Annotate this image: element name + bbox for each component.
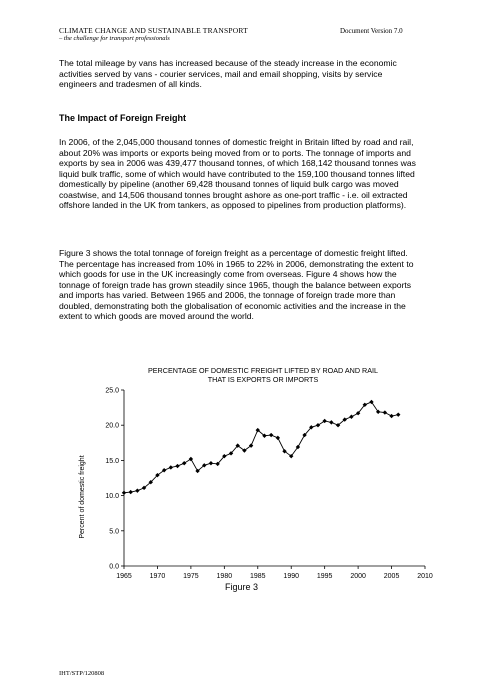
x-tick-label: 1965 (116, 573, 132, 580)
x-tick-label: 1980 (216, 573, 233, 580)
x-tick-label: 1970 (149, 573, 166, 580)
data-point (175, 464, 179, 468)
data-point (269, 433, 273, 437)
x-ticks (116, 566, 433, 580)
y-tick-label: 0.0 (109, 563, 119, 571)
data-point (276, 436, 280, 440)
x-tick-label: 1995 (316, 573, 333, 580)
y-tick-label: 10.0 (105, 493, 119, 501)
x-tick-label: 2000 (350, 573, 366, 580)
paragraph-figure-description: Figure 3 shows the total tonnage of foreign freight as a percentage of domestic freight lifted. The percentage has increased from 10% in 1965 to 22% in 2006, demonstrating the extent to which goods for use in the UK increasingly come from overseas. Figure 4 shows how the tonnage of foreign trade has grown steadily since 1965, though the balance between exports and imports has varied. Between 1965 and 2006, the tonnage of foreign trade more than doubled, demonstrating both the globalisation of economic activities and the increase in the extent to which goods are moved around the world. (59, 248, 414, 322)
data-point (182, 461, 186, 465)
header-title: CLIMATE CHANGE AND SUSTAINABLE TRANSPORT (59, 26, 248, 35)
data-point (329, 420, 333, 424)
data-point (189, 457, 193, 461)
x-tick-label: 1990 (283, 573, 300, 580)
footer-code: IHT/STP/120808 (59, 670, 105, 677)
chart-title-line-1: PERCENTAGE OF DOMESTIC FREIGHT LIFTED BY ROAD AND RAIL (147, 366, 379, 375)
data-point (128, 490, 132, 494)
freight-chart (70, 360, 442, 600)
data-point (389, 414, 393, 418)
paragraph-van-mileage: The total mileage by vans has increased because of the steady increase in the economic activities served by vans - courier services, mail and email shopping, visits by service engineers and tradesmen of all kinds. (59, 58, 397, 90)
data-point (209, 461, 213, 465)
y-axis-label: Percent of domestic freight (79, 455, 86, 539)
y-tick-label: 25.0 (105, 387, 119, 395)
data-point (349, 415, 353, 419)
y-tick-label: 5.0 (109, 528, 119, 536)
data-point (383, 410, 387, 414)
data-point (316, 423, 320, 427)
series-line (124, 402, 398, 493)
data-point (322, 419, 326, 423)
data-point (122, 491, 126, 495)
chart-title-line-2: THAT IS EXPORTS OR IMPORTS (207, 375, 319, 384)
header-subtitle: – the challenge for transport professionals (59, 35, 170, 42)
paragraph-foreign-freight: In 2006, of the 2,045,000 thousand tonnes of domestic freight in Britain lifted by road and rail, about 20% was imports or exports being moved from or to ports. The tonnage of imports and exports by sea in 2006 was 439,477 thousand tonnes, of which 168,142 thousand tonnes was liquid bulk traffic, some of which would have contributed to the 159,100 thousand tonnes lifted domestically by pipeline (another 69,428 thousand tonnes of liquid bulk cargo was moved coastwise, and 14,506 thousand tonnes brought ashore as one-port traffic - i.e. oil extracted offshore landed in the UK from tankers, as opposed to pipelines from production platforms). (59, 137, 416, 211)
data-point (135, 488, 139, 492)
x-tick-label: 1985 (249, 573, 266, 580)
y-tick-label: 20.0 (105, 422, 119, 430)
x-tick-label: 2010 (417, 573, 433, 580)
series-points (122, 400, 401, 495)
data-point (169, 465, 173, 469)
figure-caption: Figure 3 (225, 582, 259, 592)
y-ticks (105, 388, 124, 571)
x-tick-label: 1975 (183, 573, 199, 580)
data-point (396, 412, 400, 416)
document-version: Document Version 7.0 (340, 27, 403, 35)
y-tick-label: 15.0 (105, 457, 119, 465)
chart-svg (70, 360, 442, 600)
section-heading: The Impact of Foreign Freight (59, 113, 187, 123)
x-tick-label: 2005 (383, 573, 400, 580)
